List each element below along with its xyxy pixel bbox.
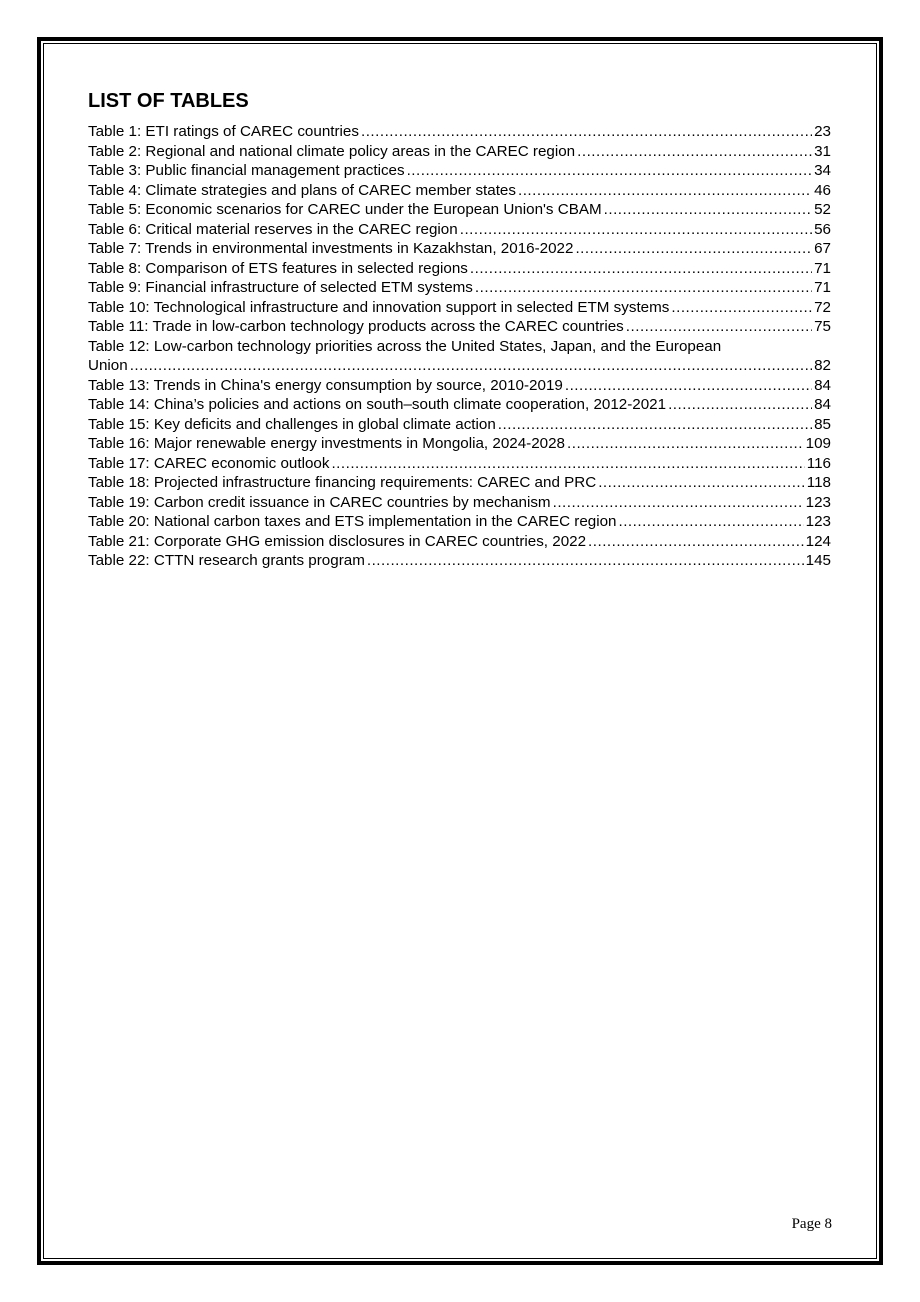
toc-entry-title: Table 22: CTTN research grants program [88, 552, 365, 569]
toc-entry-table-12[interactable] [88, 337, 831, 376]
dot-leader [361, 122, 812, 142]
toc-entry-title: Table 5: Economic scenarios for CAREC under the European Union's CBAM [88, 201, 602, 218]
toc-entry-table-1[interactable] [88, 122, 831, 142]
toc-entry-page: 123 [805, 513, 831, 530]
toc-entry-table-17[interactable] [88, 454, 831, 474]
toc-entry-table-14[interactable] [88, 395, 831, 415]
toc-entry-page: 46 [814, 181, 831, 199]
toc-entry-table-20[interactable] [88, 512, 831, 532]
dot-leader [498, 415, 812, 435]
toc-entry-table-4[interactable] [88, 181, 831, 201]
toc-entry-title: Table 11: Trade in low-carbon technology products across the CAREC countries [88, 318, 624, 335]
dot-leader [618, 512, 803, 532]
dot-leader [367, 551, 804, 571]
toc-entry-title: Table 1: ETI ratings of CAREC countries [88, 123, 359, 140]
dot-leader [598, 473, 805, 493]
dot-leader [567, 434, 804, 454]
dot-leader [130, 356, 812, 376]
toc-entry-title: Table 9: Financial infrastructure of selected ETM systems [88, 279, 473, 296]
toc-entry-title: Table 15: Key deficits and challenges in global climate action [88, 415, 496, 433]
toc-entry-page: 67 [814, 240, 831, 257]
dot-leader [671, 298, 812, 318]
toc-entry-title: Table 10: Technological infrastructure and innovation support in selected ETM systems [88, 298, 670, 316]
dot-leader [470, 259, 812, 279]
toc-entry-page: 34 [814, 162, 831, 179]
toc-entry-page: 109 [805, 435, 831, 452]
toc-entry-page: 84 [814, 376, 831, 394]
toc-entry-title: Table 3: Public financial management practices [88, 162, 405, 179]
toc-entry-table-22[interactable] [88, 551, 831, 571]
toc-entry-page: 56 [814, 220, 831, 238]
dot-leader [475, 278, 812, 298]
toc-entry-table-2[interactable] [88, 142, 831, 162]
toc-entry-table-9[interactable] [88, 278, 831, 298]
toc-entry-title: Table 4: Climate strategies and plans of CAREC member states [88, 181, 516, 199]
toc-entry-page: 116 [806, 454, 831, 472]
toc-entry-title-continued: Union [88, 357, 128, 374]
toc-entry-page: 23 [814, 123, 831, 140]
toc-entry-table-11[interactable] [88, 317, 831, 337]
toc-entry-page: 71 [814, 259, 831, 277]
toc-entry-page: 124 [805, 532, 831, 550]
dot-leader [588, 532, 804, 552]
toc-entry-table-5[interactable] [88, 200, 831, 220]
toc-entry-table-19[interactable] [88, 493, 831, 513]
toc-entry-title: Table 17: CAREC economic outlook [88, 454, 330, 472]
toc-entry-table-18[interactable] [88, 473, 831, 493]
dot-leader [553, 493, 804, 513]
toc-entry-table-3[interactable] [88, 161, 831, 181]
toc-entry-table-10[interactable] [88, 298, 831, 318]
dot-leader [626, 317, 812, 337]
dot-leader [577, 142, 812, 162]
dot-leader [565, 376, 812, 396]
toc-entry-page: 82 [814, 357, 831, 374]
toc-entry-title: Table 20: National carbon taxes and ETS implementation in the CAREC region [88, 513, 617, 530]
dot-leader [575, 239, 812, 259]
toc-entry-table-15[interactable] [88, 415, 831, 435]
toc-entry-page: 123 [805, 493, 831, 511]
toc-entry-page: 31 [814, 142, 831, 160]
toc-entry-page: 84 [814, 396, 831, 413]
toc-entry-page: 85 [814, 415, 831, 433]
page-number: Page 8 [791, 1216, 832, 1232]
toc-entry-table-21[interactable] [88, 532, 831, 552]
toc-entry-page: 52 [814, 201, 831, 218]
toc-entry-title: Table 7: Trends in environmental investments in Kazakhstan, 2016-2022 [88, 240, 574, 257]
toc-entry-page: 145 [805, 552, 831, 569]
toc-entry-title: Table 2: Regional and national climate policy areas in the CAREC region [88, 142, 576, 160]
toc-entry-table-7[interactable] [88, 239, 831, 259]
toc-entry-title: Table 12: Low-carbon technology priorities across the United States, Japan, and the European [88, 337, 722, 355]
dot-leader [407, 161, 813, 181]
toc-entry-page: 72 [814, 298, 831, 316]
list-of-tables-heading: LIST OF TABLES [88, 90, 249, 112]
toc-entry-title: Table 8: Comparison of ETS features in selected regions [88, 259, 468, 277]
toc-entry-table-6[interactable] [88, 220, 831, 240]
dot-leader [331, 454, 804, 474]
dot-leader [604, 200, 812, 220]
toc-entry-title: Table 18: Projected infrastructure financing requirements: CAREC and PRC [88, 474, 597, 491]
dot-leader [668, 395, 812, 415]
toc-entry-table-13[interactable] [88, 376, 831, 396]
toc-entry-page: 71 [814, 279, 831, 296]
toc-entry-title: Table 14: China’s policies and actions on south–south climate cooperation, 2012-2021 [88, 396, 667, 413]
dot-leader [518, 181, 812, 201]
toc-entry-title: Table 6: Critical material reserves in the CAREC region [88, 220, 458, 238]
toc-entry-title: Table 21: Corporate GHG emission disclosures in CAREC countries, 2022 [88, 532, 587, 550]
toc-entry-table-16[interactable] [88, 434, 831, 454]
toc-entry-title: Table 19: Carbon credit issuance in CAREC countries by mechanism [88, 493, 551, 511]
dot-leader [460, 220, 812, 240]
toc-entry-title: Table 13: Trends in China's energy consumption by source, 2010-2019 [88, 376, 563, 394]
toc-entry-title: Table 16: Major renewable energy investments in Mongolia, 2024-2028 [88, 435, 566, 452]
toc-entry-table-8[interactable] [88, 259, 831, 279]
toc-entry-page: 75 [814, 318, 831, 335]
list-of-tables [88, 122, 831, 571]
toc-entry-page: 118 [806, 474, 831, 491]
